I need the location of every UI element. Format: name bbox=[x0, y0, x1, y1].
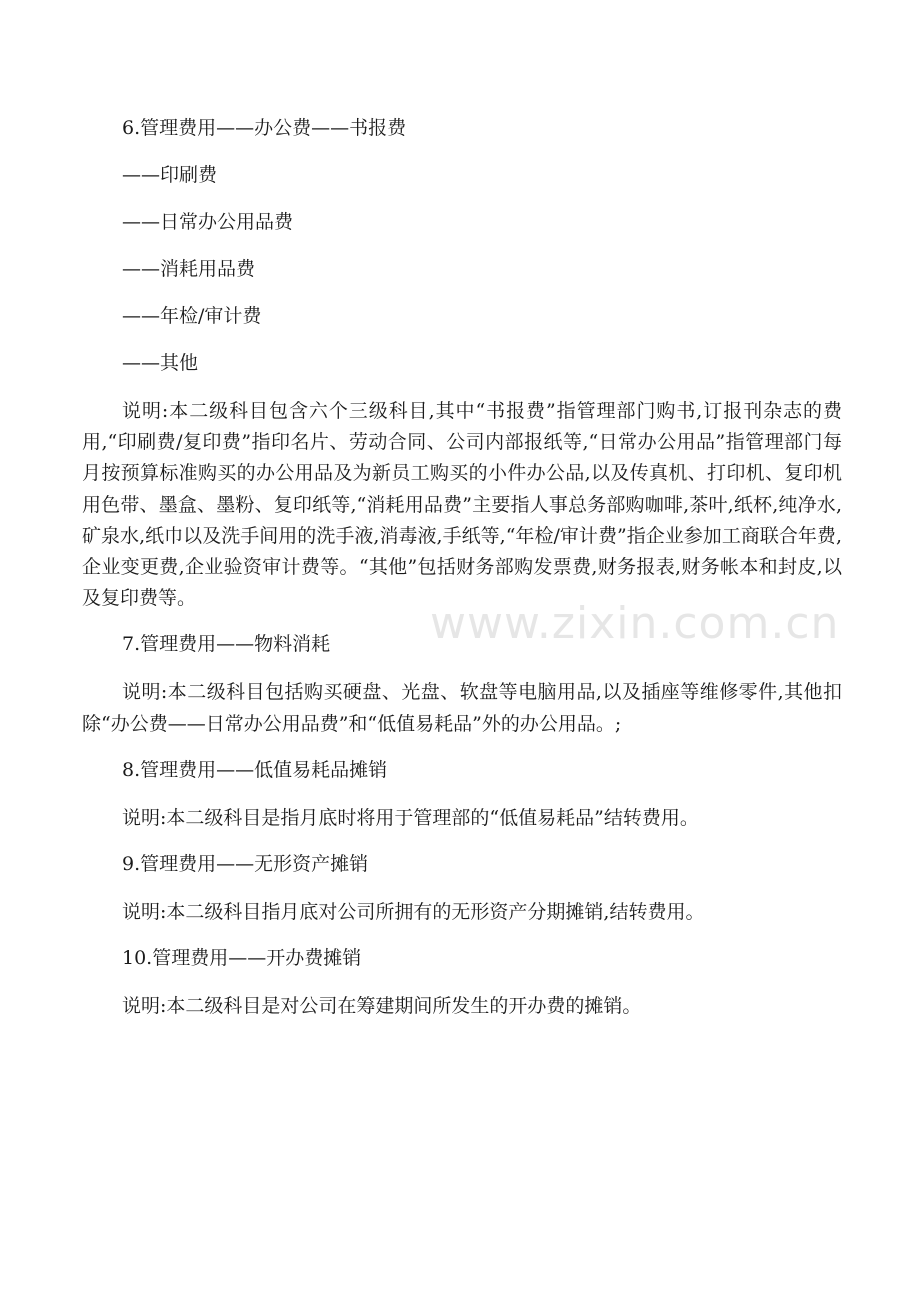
section-7-title: 7.管理费用——物料消耗 bbox=[122, 633, 331, 656]
section-10-title: 10.管理费用——开办费摊销 bbox=[122, 947, 362, 970]
section-9-title: 9.管理费用——无形资产摊销 bbox=[122, 853, 369, 876]
section-7-description: 说明:本二级科目包括购买硬盘、光盘、软盘等电脑用品,以及插座等维修零件,其他扣除“办公费——日常办公用品费”和“低值易耗品”外的办公用品。; bbox=[82, 681, 842, 735]
watermark: www.zixin.com.cn bbox=[430, 598, 840, 649]
section-6-subitem-printing: ——印刷费 bbox=[122, 164, 218, 186]
section-8-title: 8.管理费用——低值易耗品摊销 bbox=[122, 758, 388, 781]
section-6-subitem-other: ——其他 bbox=[122, 352, 199, 374]
document-body bbox=[82, 114, 842, 1038]
section-6-title: 6.管理费用——办公费——书报费 bbox=[122, 117, 407, 139]
section-10-description: 说明:本二级科目是对公司在筹建期间所发生的开办费的摊销。 bbox=[122, 995, 642, 1018]
section-6-subitem-consumables: ——消耗用品费 bbox=[122, 258, 256, 280]
section-9-description: 说明:本二级科目指月底对公司所拥有的无形资产分期摊销,结转费用。 bbox=[122, 901, 705, 924]
section-8-description: 说明:本二级科目是指月底时将用于管理部的“低值易耗品”结转费用。 bbox=[122, 806, 699, 829]
section-6-subitem-audit: ——年检/审计费 bbox=[122, 305, 262, 327]
section-6-subitem-daily-office: ——日常办公用品费 bbox=[122, 211, 294, 233]
section-6-description: 说明:本二级科目包含六个三级科目,其中“书报费”指管理部门购书,订报刊杂志的费用,“印刷费/复印费”指印名片、劳动合同、公司内部报纸等,“日常办公用品”指管理部门每月按预算标准购买的办公用品及为新员工购买的小件办公品,以及传真机、打印机、复印机用色带、墨盒、墨粉、复印纸等,“消耗用品费”主要指人事总务部购咖啡,茶叶,纸杯,纯净水,矿泉水,纸巾以及洗手间用的洗手液,消毒液,手纸等,“年检/审计费”指企业参加工商联合年费,企业变更费,企业验资审计费等。“其他”包括财务部购发票费,财务报表,财务帐本和封皮,以及复印费等。 bbox=[82, 400, 842, 610]
